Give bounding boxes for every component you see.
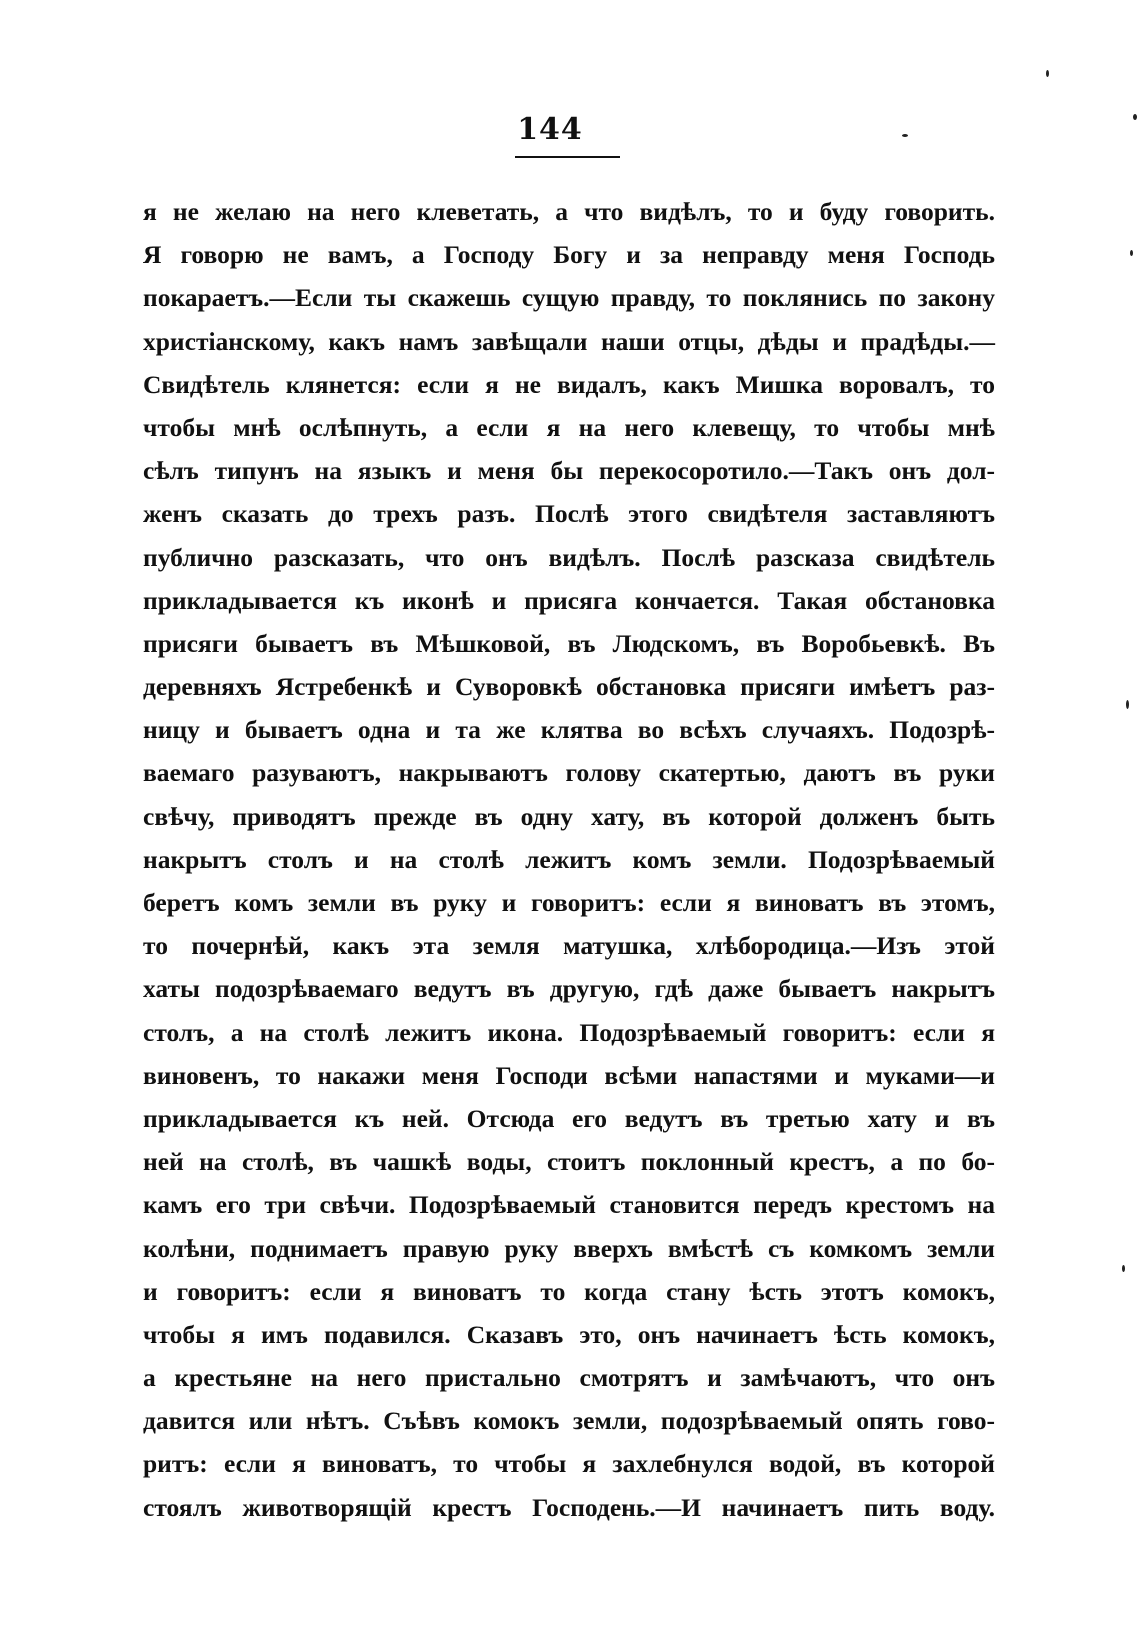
text-line: Свидѣтель клянется: если я не видалъ, какъ Мишка воровалъ, то bbox=[143, 369, 995, 399]
text-line: ваемаго разуваютъ, накрываютъ голову скатертью, даютъ въ руки bbox=[143, 758, 995, 788]
text-line: свѣчу, приводятъ прежде въ одну хату, въ которой долженъ быть bbox=[143, 801, 995, 831]
scan-speck bbox=[1130, 250, 1133, 256]
scan-speck bbox=[1122, 1265, 1125, 1272]
text-line: хаты подозрѣваемаго ведутъ въ другую, гдѣ даже бываетъ накрытъ bbox=[143, 974, 995, 1004]
text-line: чтобы я имъ подавился. Сказавъ это, онъ начинаетъ ѣсть комокъ, bbox=[143, 1319, 995, 1349]
text-line: публично разсказать, что онъ видѣлъ. Послѣ разсказа свидѣтель bbox=[143, 542, 995, 572]
text-line: я не желаю на него клеветать, а что видѣлъ, то и буду говорить. bbox=[143, 197, 995, 226]
text-line: сѣлъ типунъ на языкъ и меня бы перекосоротило.—Такъ онъ дол- bbox=[143, 456, 995, 486]
text-line: покараетъ.—Если ты скажешь сущую правду, то поклянись по закону bbox=[143, 283, 995, 313]
text-line: ницу и бываетъ одна и та же клятва во всѣхъ случаяхъ. Подозрѣ- bbox=[143, 715, 995, 745]
text-line: деревняхъ Ястребенкѣ и Суворовкѣ обстановка присяги имѣетъ раз- bbox=[143, 672, 995, 702]
text-line: и говоритъ: если я виноватъ то когда стану ѣсть этотъ комокъ, bbox=[143, 1276, 995, 1306]
body-text bbox=[143, 190, 995, 1529]
scan-speck bbox=[1126, 700, 1129, 709]
text-line: ней на столѣ, въ чашкѣ воды, стоитъ поклонный крестъ, а по бо- bbox=[143, 1147, 995, 1177]
text-line: столъ, а на столѣ лежитъ икона. Подозрѣваемый говоритъ: если я bbox=[143, 1017, 995, 1047]
text-line: то почернѣй, какъ эта земля матушка, хлѣбородица.—Изъ этой bbox=[143, 931, 995, 961]
text-line: стоялъ животворящій крестъ Господень.—И начинаетъ пить воду. bbox=[143, 1492, 995, 1522]
text-line: а крестьяне на него пристально смотрятъ и замѣчаютъ, что онъ bbox=[143, 1363, 995, 1393]
text-line: виновенъ, то накажи меня Господи всѣми напастями и муками—и bbox=[143, 1060, 995, 1090]
text-line: Я говорю не вамъ, а Господу Богу и за неправду меня Господь bbox=[143, 240, 995, 270]
scan-speck bbox=[1133, 114, 1137, 120]
scan-speck bbox=[902, 134, 908, 137]
text-line: беретъ комъ земли въ руку и говоритъ: если я виноватъ въ этомъ, bbox=[143, 888, 995, 917]
page-number: 144 bbox=[517, 112, 583, 147]
text-line: присяги бываетъ въ Мѣшковой, въ Людскомъ, въ Воробьевкѣ. Въ bbox=[143, 628, 995, 658]
text-line: ритъ: если я виноватъ, то чтобы я захлебнулся водой, въ которой bbox=[143, 1449, 995, 1479]
text-line: женъ сказать до трехъ разъ. Послѣ этого свидѣтеля заставляютъ bbox=[143, 499, 995, 529]
text-line: давится или нѣтъ. Съѣвъ комокъ земли, подозрѣваемый опять гово- bbox=[143, 1406, 995, 1436]
text-line: прикладывается къ ней. Отсюда его ведутъ въ третью хату и въ bbox=[143, 1103, 995, 1133]
text-line: чтобы мнѣ ослѣпнуть, а если я на него клевещу, то чтобы мнѣ bbox=[143, 412, 995, 442]
text-line: христіанскому, какъ намъ завѣщали наши отцы, дѣды и прадѣды.— bbox=[143, 326, 995, 356]
text-line: камъ его три свѣчи. Подозрѣваемый становится передъ крестомъ на bbox=[143, 1190, 995, 1220]
text-line: прикладывается къ иконѣ и присяга кончается. Такая обстановка bbox=[143, 585, 995, 615]
scan-speck bbox=[1046, 70, 1049, 77]
text-line: накрытъ столъ и на столѣ лежитъ комъ земли. Подозрѣваемый bbox=[143, 844, 995, 874]
text-line: колѣни, поднимаетъ правую руку вверхъ вмѣстѣ съ комкомъ земли bbox=[143, 1233, 995, 1263]
page-number-rule bbox=[515, 156, 620, 158]
